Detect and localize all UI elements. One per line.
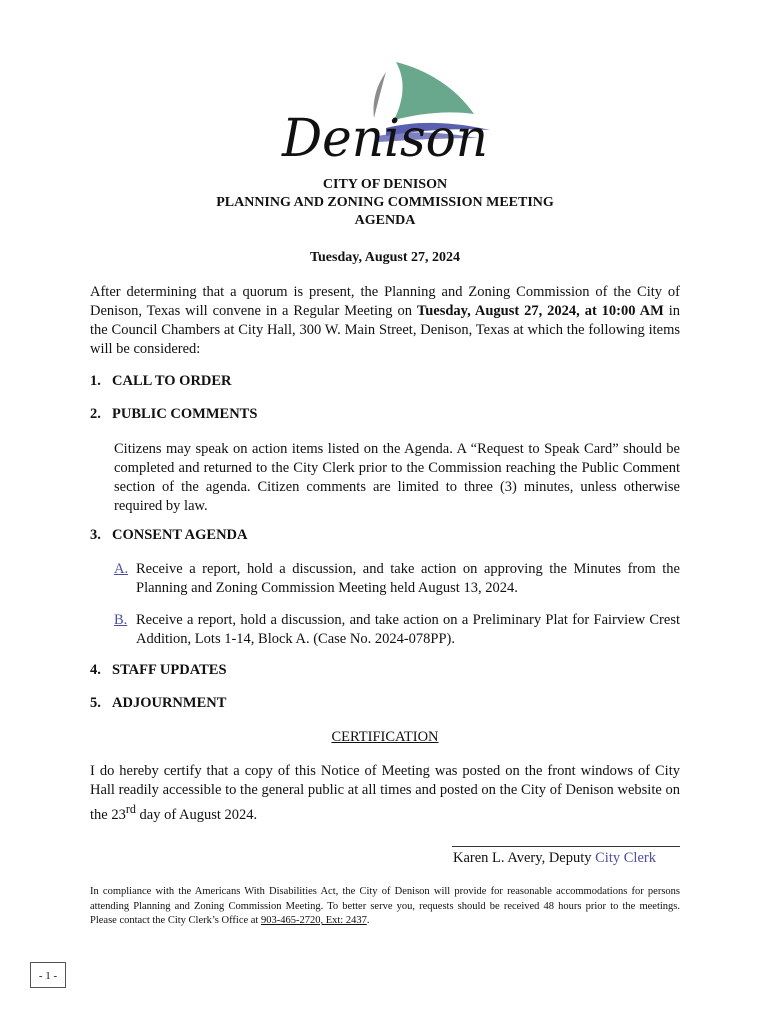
consent-item-b-text: Receive a report, hold a discussion, and take action on a Preliminary Plat for Fairview Crest Addition, Lots 1-14, Block A. (Case No. 2024-078PP).: [136, 612, 680, 647]
intro-paragraph: After determining that a quorum is present, the Planning and Zoning Commission of the City of Denison, Texas will convene in a Regular Meeting on Tuesday, August 27, 2024, at 10:00 AM in the Council Chambers at City Hall, 300 W. Main Street, Denison, Texas at which the following items will be considered:: [90, 284, 680, 357]
consent-item-b: [114, 611, 680, 649]
clerk-phone-link[interactable]: 903-465-2720, Ext: 2437: [260, 915, 367, 926]
agenda-item-call-to-order: 1. CALL TO ORDER: [90, 373, 232, 389]
header-commission: PLANNING AND ZONING COMMISSION MEETING: [216, 195, 554, 210]
header-agenda: AGENDA: [354, 213, 416, 228]
page-number: - 1 -: [30, 962, 66, 988]
denison-logo: [278, 58, 494, 166]
certification-heading: CERTIFICATION: [331, 729, 439, 745]
signature-title: City Clerk: [595, 850, 656, 866]
signature-line: [452, 846, 680, 847]
consent-item-b-link[interactable]: B.: [114, 612, 128, 628]
logo-wordmark: Denison: [281, 109, 488, 166]
certification-text: I do hereby certify that a copy of this Notice of Meeting was posted on the front windows of City Hall readily accessible to the general public at all times and posted on the City of Denison website on the 23rd day of August 2024.: [90, 763, 680, 823]
header-city: CITY OF DENISON: [322, 177, 448, 192]
public-comments-text: Citizens may speak on action items listed on the Agenda. A “Request to Speak Card” should be completed and returned to the City Clerk prior to the Commission reaching the Public Comment section of the agenda. Citizen comments are limited to three (3) minutes, unless otherwise required by law.: [114, 441, 680, 514]
agenda-item-consent-agenda: 3. CONSENT AGENDA: [90, 527, 248, 543]
agenda-item-staff-updates: 4. STAFF UPDATES: [90, 662, 227, 678]
agenda-item-public-comments: 2. PUBLIC COMMENTS: [90, 406, 258, 422]
consent-item-a: [114, 560, 680, 598]
ada-notice: In compliance with the Americans With Disabilities Act, the City of Denison will provide for reasonable accommodations for persons attending Planning and Zoning Commission Meeting. To better serve you, requests should be received 48 hours prior to the meetings. Please contact the City Clerk’s Office at 903-465-2720, Ext: 2437.: [90, 886, 680, 926]
consent-item-a-text: Receive a report, hold a discussion, and take action on approving the Minutes from the Planning and Zoning Commission Meeting held August 13, 2024.: [136, 561, 680, 596]
consent-item-a-link[interactable]: A.: [114, 561, 129, 577]
meeting-time: Tuesday, August 27, 2024, at 10:00 AM: [416, 303, 664, 319]
agenda-item-adjournment: 5. ADJOURNMENT: [90, 695, 227, 711]
signature-name: Karen L. Avery, Deputy City Clerk: [453, 850, 656, 866]
meeting-date: Tuesday, August 27, 2024: [309, 250, 461, 265]
